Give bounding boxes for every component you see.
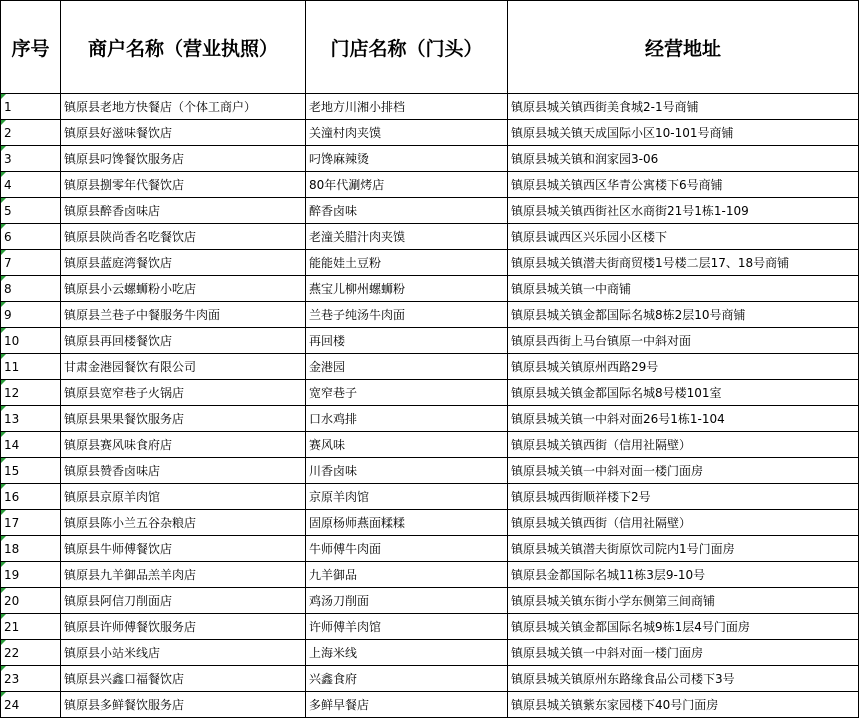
merchant-name-cell: 镇原县果果餐饮服务店 <box>61 406 306 432</box>
header-address: 经营地址 <box>508 1 859 94</box>
row-index-cell: 15 <box>1 458 61 484</box>
table-row <box>1 432 859 458</box>
row-index-cell: 8 <box>1 276 61 302</box>
row-index-cell: 24 <box>1 692 61 718</box>
merchant-name-cell: 镇原县京原羊肉馆 <box>61 484 306 510</box>
table-row <box>1 120 859 146</box>
merchant-name-cell: 甘肃金港园餐饮有限公司 <box>61 354 306 380</box>
merchant-name-cell: 镇原县兰巷子中餐服务牛肉面 <box>61 302 306 328</box>
row-index-cell: 19 <box>1 562 61 588</box>
row-index-cell: 12 <box>1 380 61 406</box>
address-cell: 镇原县城关镇天成国际小区10-101号商铺 <box>508 120 859 146</box>
address-cell: 镇原县城关镇原州东路缘食品公司楼下3号 <box>508 666 859 692</box>
address-cell: 镇原县城关镇金都国际名城8号楼101室 <box>508 380 859 406</box>
table-row <box>1 146 859 172</box>
merchant-name-cell: 镇原县九羊御品羔羊肉店 <box>61 562 306 588</box>
table-row <box>1 536 859 562</box>
row-index-cell: 5 <box>1 198 61 224</box>
merchant-name-cell: 镇原县醉香卤味店 <box>61 198 306 224</box>
store-name-cell: 关潼村肉夹馍 <box>306 120 508 146</box>
address-cell: 镇原县城关镇东街小学东侧第三间商铺 <box>508 588 859 614</box>
store-name-cell: 醉香卤味 <box>306 198 508 224</box>
merchant-name-cell: 镇原县多鲜餐饮服务店 <box>61 692 306 718</box>
address-cell: 镇原县城关镇西街（信用社隔壁） <box>508 510 859 536</box>
store-name-cell: 再回楼 <box>306 328 508 354</box>
address-cell: 镇原县城关镇一中斜对面一楼门面房 <box>508 640 859 666</box>
merchant-name-cell: 镇原县蓝庭湾餐饮店 <box>61 250 306 276</box>
merchant-name-cell: 镇原县牛师傅餐饮店 <box>61 536 306 562</box>
store-name-cell: 口水鸡排 <box>306 406 508 432</box>
table-row <box>1 328 859 354</box>
table-row <box>1 588 859 614</box>
merchant-name-cell: 镇原县小站米线店 <box>61 640 306 666</box>
row-index-cell: 3 <box>1 146 61 172</box>
table-row <box>1 250 859 276</box>
address-cell: 镇原县金都国际名城11栋3层9-10号 <box>508 562 859 588</box>
store-name-cell: 能能娃土豆粉 <box>306 250 508 276</box>
table-row <box>1 406 859 432</box>
table-row <box>1 224 859 250</box>
header-row <box>1 1 859 94</box>
address-cell: 镇原县城关镇一中斜对面一楼门面房 <box>508 458 859 484</box>
row-index-cell: 1 <box>1 94 61 120</box>
merchant-name-cell: 镇原县许师傅餐饮服务店 <box>61 614 306 640</box>
merchant-name-cell: 镇原县小云螺蛳粉小吃店 <box>61 276 306 302</box>
address-cell: 镇原县城关镇一中斜对面26号1栋1-104 <box>508 406 859 432</box>
header-index: 序号 <box>1 1 61 94</box>
address-cell: 镇原县城关镇西街（信用社隔壁） <box>508 432 859 458</box>
store-name-cell: 许师傅羊肉馆 <box>306 614 508 640</box>
table-row <box>1 692 859 718</box>
merchant-name-cell: 镇原县陈小兰五谷杂粮店 <box>61 510 306 536</box>
merchant-name-cell: 镇原县赛风味食府店 <box>61 432 306 458</box>
row-index-cell: 21 <box>1 614 61 640</box>
store-name-cell: 牛师傅牛肉面 <box>306 536 508 562</box>
address-cell: 镇原县城关镇金都国际名城8栋2层10号商铺 <box>508 302 859 328</box>
row-index-cell: 4 <box>1 172 61 198</box>
store-name-cell: 九羊御品 <box>306 562 508 588</box>
row-index-cell: 14 <box>1 432 61 458</box>
merchant-name-cell: 镇原县宽窄巷子火锅店 <box>61 380 306 406</box>
table-row <box>1 302 859 328</box>
address-cell: 镇原县城关镇紫东家园楼下40号门面房 <box>508 692 859 718</box>
store-name-cell: 老地方川湘小排档 <box>306 94 508 120</box>
address-cell: 镇原县城关镇潜夫街原饮司院内1号门面房 <box>508 536 859 562</box>
store-name-cell: 老潼关腊汁肉夹馍 <box>306 224 508 250</box>
row-index-cell: 6 <box>1 224 61 250</box>
merchant-name-cell: 镇原县兴鑫口福餐饮店 <box>61 666 306 692</box>
address-cell: 镇原县城关镇西街社区水商街21号1栋1-109 <box>508 198 859 224</box>
store-name-cell: 燕宝儿柳州螺蛳粉 <box>306 276 508 302</box>
table-row <box>1 640 859 666</box>
merchant-name-cell: 镇原县再回楼餐饮店 <box>61 328 306 354</box>
row-index-cell: 2 <box>1 120 61 146</box>
address-cell: 镇原县城关镇金都国际名城9栋1层4号门面房 <box>508 614 859 640</box>
store-name-cell: 80年代涮烤店 <box>306 172 508 198</box>
table-row <box>1 510 859 536</box>
store-name-cell: 鸡汤刀削面 <box>306 588 508 614</box>
row-index-cell: 17 <box>1 510 61 536</box>
row-index-cell: 16 <box>1 484 61 510</box>
row-index-cell: 20 <box>1 588 61 614</box>
row-index-cell: 13 <box>1 406 61 432</box>
merchant-name-cell: 镇原县阿信刀削面店 <box>61 588 306 614</box>
row-index-cell: 10 <box>1 328 61 354</box>
header-merchant-name: 商户名称（营业执照） <box>61 1 306 94</box>
table-row <box>1 354 859 380</box>
store-name-cell: 固原杨师燕面糅糅 <box>306 510 508 536</box>
store-name-cell: 金港园 <box>306 354 508 380</box>
store-name-cell: 宽窄巷子 <box>306 380 508 406</box>
store-name-cell: 川香卤味 <box>306 458 508 484</box>
merchant-name-cell: 镇原县叼馋餐饮服务店 <box>61 146 306 172</box>
table-row <box>1 198 859 224</box>
store-name-cell: 多鲜早餐店 <box>306 692 508 718</box>
store-name-cell: 上海米线 <box>306 640 508 666</box>
address-cell: 镇原县城关镇和润家园3-06 <box>508 146 859 172</box>
table-row <box>1 562 859 588</box>
address-cell: 镇原县城关镇原州西路29号 <box>508 354 859 380</box>
merchant-name-cell: 镇原县赞香卤味店 <box>61 458 306 484</box>
table-row <box>1 172 859 198</box>
address-cell: 镇原县诚西区兴乐园小区楼下 <box>508 224 859 250</box>
merchant-name-cell: 镇原县老地方快餐店（个体工商户） <box>61 94 306 120</box>
merchant-name-cell: 镇原县好滋味餐饮店 <box>61 120 306 146</box>
address-cell: 镇原县西街上马台镇原一中斜对面 <box>508 328 859 354</box>
store-name-cell: 叼馋麻辣烫 <box>306 146 508 172</box>
table-row <box>1 380 859 406</box>
row-index-cell: 7 <box>1 250 61 276</box>
header-store-name: 门店名称（门头） <box>306 1 508 94</box>
store-name-cell: 赛风味 <box>306 432 508 458</box>
merchant-name-cell: 镇原县陕尚香名吃餐饮店 <box>61 224 306 250</box>
row-index-cell: 23 <box>1 666 61 692</box>
address-cell: 镇原县城关镇潜夫街商贸楼1号楼二层17、18号商铺 <box>508 250 859 276</box>
row-index-cell: 9 <box>1 302 61 328</box>
table-row <box>1 614 859 640</box>
row-index-cell: 22 <box>1 640 61 666</box>
address-cell: 镇原县城西街顺祥楼下2号 <box>508 484 859 510</box>
table-row <box>1 276 859 302</box>
address-cell: 镇原县城关镇一中商铺 <box>508 276 859 302</box>
address-cell: 镇原县城关镇西街美食城2-1号商铺 <box>508 94 859 120</box>
row-index-cell: 11 <box>1 354 61 380</box>
address-cell: 镇原县城关镇西区华青公寓楼下6号商铺 <box>508 172 859 198</box>
table-row <box>1 94 859 120</box>
store-name-cell: 兴鑫食府 <box>306 666 508 692</box>
table-row <box>1 484 859 510</box>
table-row <box>1 458 859 484</box>
merchant-name-cell: 镇原县捌零年代餐饮店 <box>61 172 306 198</box>
table-row <box>1 666 859 692</box>
row-index-cell: 18 <box>1 536 61 562</box>
store-name-cell: 京原羊肉馆 <box>306 484 508 510</box>
store-name-cell: 兰巷子纯汤牛肉面 <box>306 302 508 328</box>
